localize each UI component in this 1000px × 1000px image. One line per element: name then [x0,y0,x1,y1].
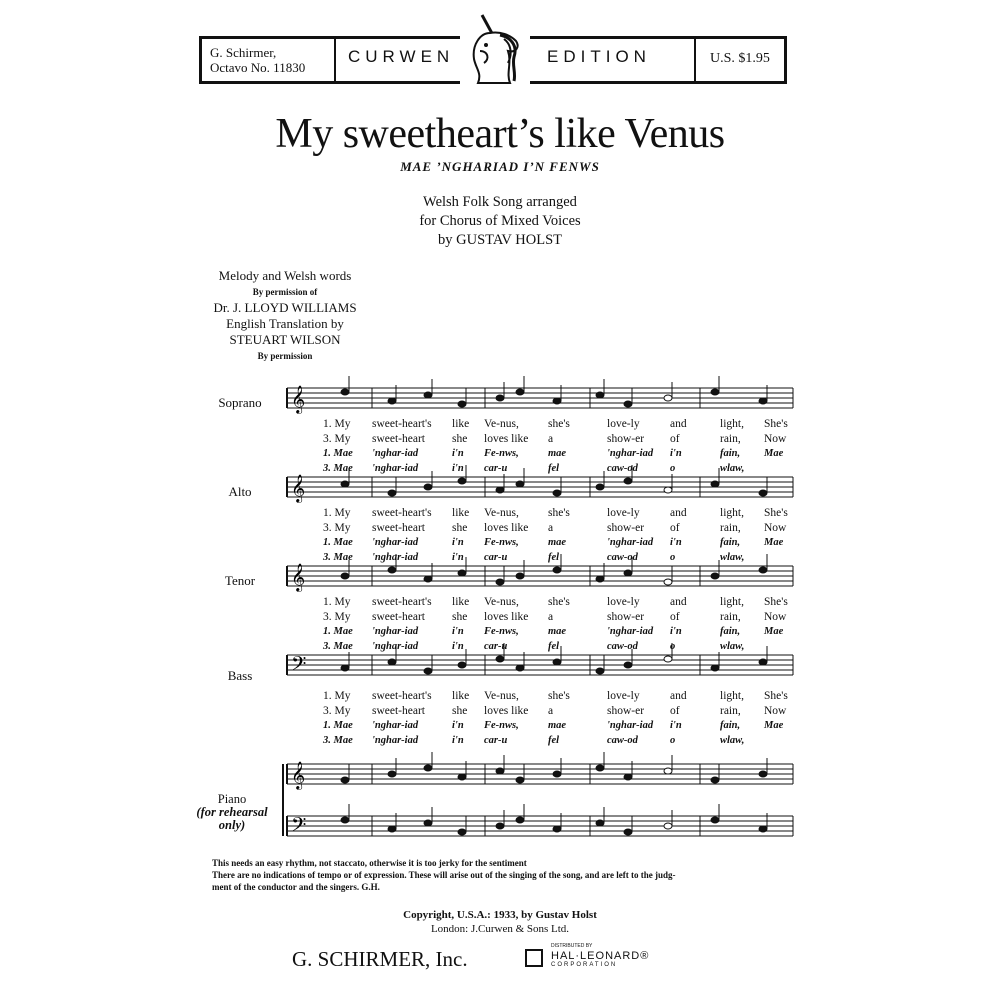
arrangement-line2: for Chorus of Mixed Voices [419,213,581,229]
lyric-syllable: 'nghar-iad [372,463,419,474]
lyric-syllable: sweet-heart [372,433,425,445]
note-head [458,401,466,407]
lyric-syllable: i'n [452,641,464,652]
voice-label-alto: Alto [228,484,252,499]
lyric-syllable: and [670,507,687,519]
lyric-syllable: fel [548,552,560,563]
lyric-syllable: and [670,690,687,702]
lyric-syllable: i'n [452,463,464,474]
note-head [424,392,432,398]
lyric-syllable: wlaw, [720,735,745,746]
lyric-syllable: i'n [670,537,682,548]
lyric-syllable: Now [764,705,787,717]
lyric-syllable: light, [720,690,744,702]
lyric-syllable: Ve-nus, [484,507,519,519]
lyric-syllable: love-ly [607,596,640,608]
lyric-syllable: rain, [720,611,741,623]
lyric-syllable: caw-od [607,641,638,652]
note-head [596,392,604,398]
distributor-name: HAL·LEONARD® [551,950,650,962]
credits-line2: By permission of [252,287,318,297]
lyric-syllable: she [452,522,468,534]
lyric-syllable: car-u [484,552,508,563]
lyric-syllable: car-u [484,735,508,746]
lyric-syllable: 'nghar-iad [372,720,419,731]
note-head [624,829,632,835]
note-head [759,771,767,777]
note-head [341,817,349,823]
footnotes [212,857,812,893]
lyric-syllable: Fe-nws, [484,537,519,548]
lyric-syllable: of [670,611,680,623]
lyric-syllable: fain, [720,537,741,548]
note-head [458,774,466,780]
note-head [341,777,349,783]
lyric-syllable: show-er [607,522,645,534]
lyric-syllable: 'nghar-iad [372,641,419,652]
piano-label-line3: only) [218,818,246,832]
note-head [458,829,466,835]
note-head [388,771,396,777]
note-heads [291,376,767,841]
lyric-syllable: Mae [764,720,784,731]
lyric-syllable: love-ly [607,690,640,702]
treble-clef-icon: 𝄞 [291,563,306,591]
lyric-syllable: 'nghar-iad [372,448,419,459]
piano-label-line2: (for rehearsal [196,805,268,819]
lyric-syllable: 'nghar-iad [372,537,419,548]
note-head [458,478,466,484]
lyric-syllable: 1. Mae [323,537,353,548]
note-head [496,823,504,829]
lyric-syllable: 1. Mae [323,720,353,731]
note-head [624,478,632,484]
lyric-syllable: sweet-heart's [372,507,432,519]
note-head [388,567,396,573]
lyric-syllable: 'nghar-iad [372,626,419,637]
lyric-syllable: she [452,611,468,623]
lyric-syllable: caw-od [607,735,638,746]
lyric-syllable: Now [764,611,787,623]
note-head [759,490,767,496]
note-head [711,573,719,579]
note-head [516,777,524,783]
note-head [388,659,396,665]
lyric-syllable: loves like [484,522,529,534]
arrangement-line1: Welsh Folk Song arranged [423,194,577,210]
lyric-syllable: a [548,611,554,623]
note-head [664,487,672,493]
lyric-syllable: sweet-heart's [372,596,432,608]
lyric-syllable: She's [764,507,788,519]
note-head [759,398,767,404]
lyric-syllable: i'n [670,626,682,637]
lyric-syllable: i'n [452,720,464,731]
lyric-syllable: o [670,641,676,652]
lyric-syllable: 1. Mae [323,448,353,459]
note-head [496,656,504,662]
note-head [496,395,504,401]
bass-clef-icon: 𝄢 [291,813,307,841]
lyric-syllable: 'nghar-iad [372,552,419,563]
note-head [424,820,432,826]
lyric-syllable: sweet-heart [372,611,425,623]
lyric-syllable: She's [764,418,788,430]
note-head [624,401,632,407]
lyric-syllable: a [548,705,554,717]
lyric-syllable: 'nghar-iad [607,626,654,637]
note-head [596,820,604,826]
lyric-syllable: of [670,433,680,445]
lyric-syllable: light, [720,596,744,608]
lyric-syllable: Mae [764,448,784,459]
lyric-syllable: 'nghar-iad [607,448,654,459]
footnote-line1: This needs an easy rhythm, not staccato, otherwise it is too jerky for the sentiment [212,858,527,868]
credits-line5: STEUART WILSON [229,332,341,347]
lyric-syllable: wlaw, [720,641,745,652]
lyric-syllable: love-ly [607,507,640,519]
copyright [0,908,1000,936]
lyric-syllable: 1. Mae [323,626,353,637]
lyric-syllable: 3. Mae [323,463,353,474]
lyric-syllable: 1. My [323,596,351,608]
lyric-syllable: Ve-nus, [484,690,519,702]
note-head [664,656,672,662]
lyric-syllable: she's [548,418,570,430]
lyric-syllable: o [670,735,676,746]
lyric-syllable: Now [764,433,787,445]
note-head [516,481,524,487]
lyric-syllable: Mae [764,626,784,637]
treble-clef-icon: 𝄞 [291,761,306,789]
lyric-syllable: Fe-nws, [484,626,519,637]
voice-label-bass: Bass [227,668,253,683]
lyric-syllable: i'n [452,735,464,746]
lyric-syllable: i'n [452,448,464,459]
lyric-syllable: caw-od [607,463,638,474]
lyric-syllable: like [452,596,470,608]
lyric-syllable: mae [548,720,567,731]
distributor-small: DISTRIBUTED BY [551,943,593,949]
lyric-syllable: wlaw, [720,463,745,474]
publisher-line1: G. Schirmer, [210,45,277,60]
voice-label-tenor: Tenor [224,573,256,588]
note-head [596,484,604,490]
lyric-syllable: like [452,418,470,430]
lyric-syllable: a [548,433,554,445]
piano-label-line1: Piano [217,792,247,806]
credits-line3: Dr. J. LLOYD WILLIAMS [213,300,357,315]
lyric-syllable: Fe-nws, [484,720,519,731]
treble-clef-icon: 𝄞 [291,385,306,413]
lyric-syllable: she's [548,596,570,608]
lyric-syllable: fain, [720,626,741,637]
note-head [711,665,719,671]
publisher-name: G. SCHIRMER, Inc. [292,947,468,971]
lyric-syllable: mae [548,626,567,637]
credits-line1: Melody and Welsh words [218,268,352,283]
note-head [664,579,672,585]
note-head [759,826,767,832]
price: U.S. $1.95 [710,51,770,66]
note-head [516,817,524,823]
lyric-syllable: show-er [607,611,645,623]
lyric-syllable: sweet-heart's [372,690,432,702]
lyric-syllable: like [452,690,470,702]
note-head [516,665,524,671]
note-head [711,389,719,395]
lyric-syllable: sweet-heart [372,705,425,717]
lyric-syllable: fel [548,641,560,652]
staff-lines [283,388,793,836]
lyric-syllable: loves like [484,433,529,445]
lyric-syllable: rain, [720,522,741,534]
lyric-syllable: i'n [670,448,682,459]
lyric-syllable: She's [764,596,788,608]
lyric-syllable: fain, [720,720,741,731]
note-head [759,659,767,665]
lyric-syllable: loves like [484,705,529,717]
lyric-syllable: i'n [452,537,464,548]
lyric-syllable: she [452,705,468,717]
note-head [341,481,349,487]
note-head [424,668,432,674]
note-head [496,579,504,585]
lyric-syllable: car-u [484,463,508,474]
treble-clef-icon: 𝄞 [291,474,306,502]
note-head [424,765,432,771]
lyric-syllable: 3. Mae [323,552,353,563]
note-head [759,567,767,573]
lyric-syllable: love-ly [607,418,640,430]
lyric-syllable: 3. Mae [323,735,353,746]
lyric-syllable: 'nghar-iad [607,537,654,548]
lyric-syllable: loves like [484,611,529,623]
lyric-syllable: Ve-nus, [484,596,519,608]
lyric-syllable: 3. My [323,611,351,623]
note-head [624,570,632,576]
lyric-syllable: Fe-nws, [484,448,519,459]
note-head [341,665,349,671]
note-head [711,817,719,823]
series-right: EDITION [547,47,651,66]
note-head [496,487,504,493]
note-head [553,826,561,832]
lyric-syllable: fain, [720,448,741,459]
distributor-sub: CORPORATION [551,962,618,968]
lyric-syllable: 3. Mae [323,641,353,652]
note-head [341,573,349,579]
note-head [388,826,396,832]
note-head [664,395,672,401]
lyric-syllable: o [670,463,676,474]
note-head [553,771,561,777]
arrangement-line3: by GUSTAV HOLST [438,232,562,248]
note-head [516,389,524,395]
lyric-syllable: 3. My [323,433,351,445]
note-head [624,774,632,780]
lyric-syllable: show-er [607,705,645,717]
note-head [424,484,432,490]
lyric-syllable: and [670,596,687,608]
copyright-line1: Copyright, U.S.A.: 1933, by Gustav Holst [403,909,597,921]
voice-label-soprano: Soprano [218,395,262,410]
note-head [388,490,396,496]
lyric-syllable: light, [720,418,744,430]
lyric-syllable: she's [548,690,570,702]
note-head [388,398,396,404]
note-head [624,662,632,668]
lyric-syllable: o [670,552,676,563]
note-head [553,659,561,665]
lyric-syllable: fel [548,463,560,474]
lyric-syllable: mae [548,537,567,548]
lyric-syllable: of [670,522,680,534]
hal-leonard-icon [525,949,543,967]
note-head [553,398,561,404]
credits-line4: English Translation by [226,316,344,331]
bass-clef-icon: 𝄢 [291,652,307,680]
lyric-syllable: 1. My [323,690,351,702]
note-head [553,567,561,573]
footnote-line2: There are no indications of tempo or of expression. These will arise out of the singing of the song, and are left to the judg- [212,870,676,880]
copyright-line2: London: J.Curwen & Sons Ltd. [430,923,570,935]
lyric-syllable: a [548,522,554,534]
note-head [596,765,604,771]
note-head [516,573,524,579]
publisher-line2: Octavo No. 11830 [210,60,306,75]
lyric-syllable: and [670,418,687,430]
lyric-syllable: mae [548,448,567,459]
note-head [711,481,719,487]
note-head [341,389,349,395]
lyric-syllable: 'nghar-iad [607,720,654,731]
lyric-syllable: fel [548,735,560,746]
lyric-syllable: Now [764,522,787,534]
page-title: My sweetheart’s like Venus [275,111,725,157]
lyric-syllable: rain, [720,433,741,445]
note-head [458,570,466,576]
lyric-syllable: wlaw, [720,552,745,563]
note-head [596,576,604,582]
lyric-syllable: sweet-heart's [372,418,432,430]
lyric-syllable: She's [764,690,788,702]
lyric-syllable: sweet-heart [372,522,425,534]
lyric-syllable: 1. My [323,418,351,430]
note-head [458,662,466,668]
lyric-syllable: i'n [452,626,464,637]
lyric-syllable: of [670,705,680,717]
lyric-syllable: rain, [720,705,741,717]
distributor-logo [525,943,665,971]
footnote-line3: ment of the conductor and the singers. G.H. [212,882,380,892]
lyric-syllable: 3. My [323,522,351,534]
lyric-syllable: 'nghar-iad [372,735,419,746]
lyric-syllable: show-er [607,433,645,445]
series-left: CURWEN [348,47,455,66]
lyric-syllable: she's [548,507,570,519]
lyric-syllable: caw-od [607,552,638,563]
piano-label [192,793,272,832]
lyric-syllable: Mae [764,537,784,548]
note-head [553,490,561,496]
note-head [424,576,432,582]
note-head [496,768,504,774]
lyric-syllable: like [452,507,470,519]
lyric-syllable: i'n [670,720,682,731]
lyric-syllable: i'n [452,552,464,563]
note-head [664,823,672,829]
lyric-syllable: 1. My [323,507,351,519]
lyric-syllable: light, [720,507,744,519]
lyric-syllable: she [452,433,468,445]
lyric-syllable: 3. My [323,705,351,717]
welsh-title: MAE ’NGHARIAD I’N FENWS [400,159,600,174]
credits-line6: By permission [257,351,313,361]
lyric-syllable: Ve-nus, [484,418,519,430]
note-head [596,668,604,674]
note-head [711,777,719,783]
note-head [664,768,672,774]
lyric-syllable: car-u [484,641,508,652]
